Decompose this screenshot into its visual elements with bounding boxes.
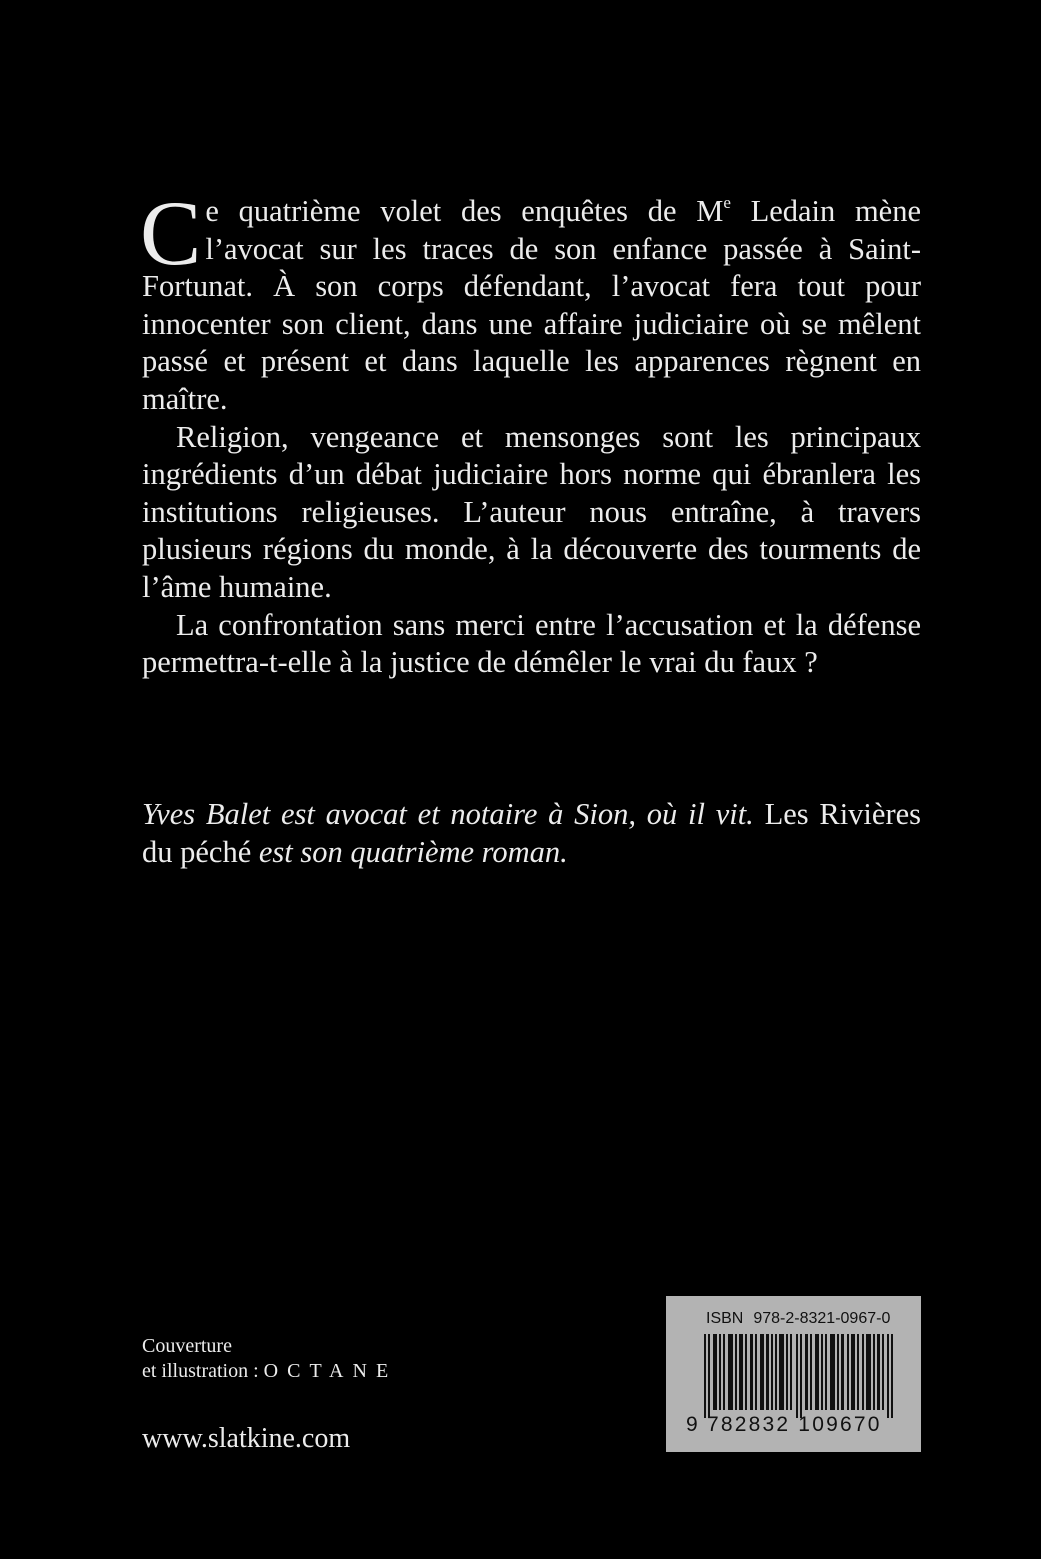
- studio-name: OCTANE: [263, 1360, 398, 1382]
- author-bio-end: est son quatrième roman.: [258, 834, 568, 869]
- ean-digits: 782832 109670: [707, 1413, 882, 1436]
- credit-prefix: et illustration :: [142, 1360, 264, 1382]
- blurb-paragraph-1: [140, 182, 922, 419]
- superscript-e: e: [723, 193, 731, 212]
- blurb-paragraph-2: Religion, vengeance et mensonges sont les principaux ingrédients d’un débat judiciaire hors norme qui ébranlera les institutions religieuses. L’auteur nous entraîne, à travers plusieurs régions du monde, à la découverte des tourments de l’âme humaine.: [142, 419, 921, 604]
- drop-cap: C: [140, 182, 202, 284]
- back-cover-blurb: [140, 182, 922, 682]
- author-bio: [142, 796, 921, 871]
- blurb-p1-end: Ledain mène l’avocat sur les traces de son enfance passée à Saint-Fortunat. À son corps défendant, l’avocat fera tout pour innocenter son client, dans une affaire judiciaire où se mêlent passé et présent et dans laquelle les apparences règnent en maître.: [142, 194, 922, 416]
- publisher-website[interactable]: www.slatkine.com: [142, 1423, 351, 1454]
- blurb-paragraph-3: La confrontation sans merci entre l’accusation et la défense permettra-t-elle à la justice de démêler le vrai du faux ?: [142, 607, 921, 680]
- author-bio-text: Yves Balet est avocat et notaire à Sion, où il vit.: [142, 797, 754, 831]
- credit-line-2: [142, 1359, 397, 1384]
- cover-credit: [142, 1334, 397, 1384]
- isbn-line: [706, 1310, 890, 1328]
- book-title: Les Rivières du péché: [142, 797, 922, 869]
- ean-first-digit: 9: [686, 1413, 698, 1436]
- isbn-barcode: [666, 1296, 921, 1452]
- isbn-label: ISBN: [706, 1310, 744, 1327]
- blurb-p1-start: e quatrième volet des enquêtes de M: [205, 194, 724, 228]
- isbn-number: 978-2-8321-0967-0: [753, 1310, 891, 1327]
- barcode-bars: [704, 1334, 894, 1418]
- credit-line-1: Couverture: [142, 1335, 232, 1357]
